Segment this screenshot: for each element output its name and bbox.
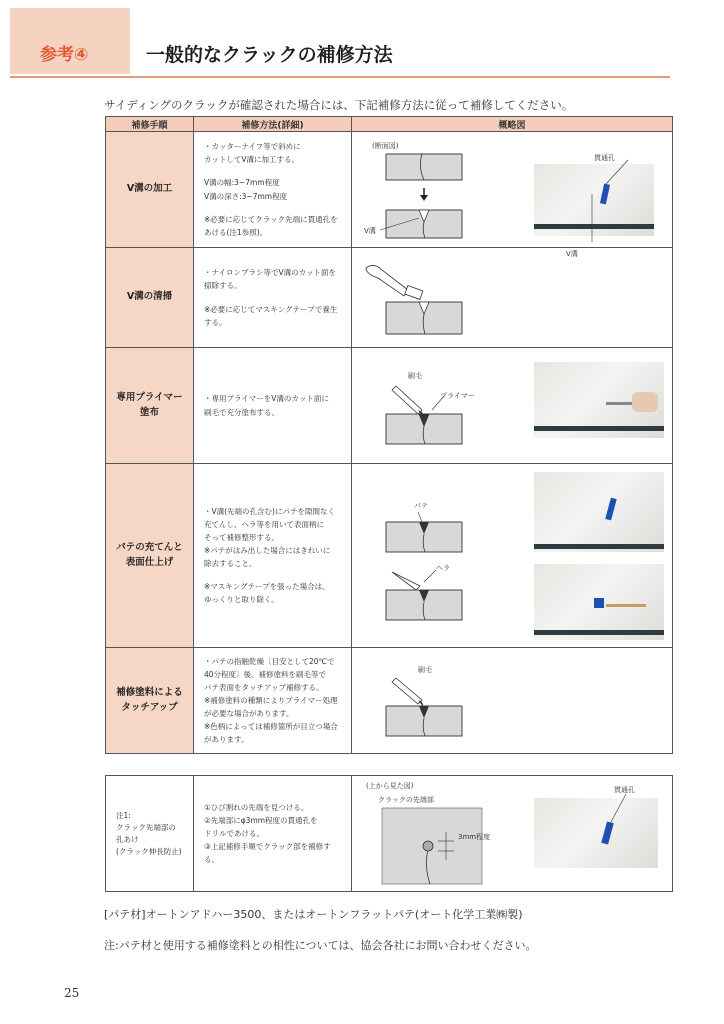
method-line: ・専用プライマーをV溝のカット面に (204, 394, 329, 404)
vgroove-photo-label: V溝 (566, 250, 578, 258)
table-row (106, 248, 673, 348)
compatibility-note: 注:パテ材と使用する補修塗料との相性については、協会各社にお問い合わせください。 (104, 939, 537, 952)
brush-label: 刷毛 (408, 372, 422, 380)
diagram-cell (352, 132, 673, 258)
putty-material-note: [パテ材]オートンアドハー3500、またはオートンフラットパテ(オート化学工業㈱製) (104, 908, 523, 921)
method-line: ※色柄によっては補修箇所が目立つ場合 (204, 722, 338, 732)
method-line: ・パテの指触乾燥〔目安として20℃で (204, 656, 335, 666)
method-line: があります。 (204, 735, 249, 745)
col-header-method: 補修方法(詳細) (194, 117, 352, 132)
method-line: そって補修整形する。 (204, 532, 279, 542)
putty-label: パテ (414, 502, 428, 510)
method-line: ②先端部にφ3mm程度の貫通孔を (204, 815, 318, 825)
putty-photo-2 (534, 564, 664, 640)
topview-label: (上から見た図) (366, 782, 414, 790)
intro-text: サイディングのクラックが確認された場合には、下記補修方法に従って補修してください。 (104, 98, 574, 112)
step-label: 塗布 (139, 406, 159, 418)
photo-callouts (352, 776, 673, 892)
col-header-diagram: 概略図 (352, 117, 673, 132)
step-label: V溝の加工 (126, 183, 173, 195)
method-cell (194, 464, 352, 648)
table-header-row (106, 117, 673, 132)
step-label: V溝の清掃 (126, 291, 173, 303)
nylon-brush-icon (366, 265, 408, 296)
photo-callouts (352, 132, 673, 258)
method-line: ※必要に応じてマスキングテープで養生 (204, 304, 338, 314)
note-table (105, 775, 673, 892)
diagram-cell (352, 348, 673, 464)
step-label: 補修塗料による (116, 687, 183, 699)
method-line: ※必要に応じてクラック先端に貫通孔を (204, 214, 338, 224)
note-label-line: クラック先端部の (116, 822, 176, 832)
putty-photo-1 (534, 472, 664, 552)
repair-table (105, 116, 673, 754)
page-number: 25 (64, 986, 80, 1000)
section-view-label: (断面図) (372, 142, 399, 150)
method-line: あける(注1参照)。 (204, 227, 268, 237)
method-cell (194, 132, 352, 248)
brush-label: 刷毛 (418, 666, 432, 674)
method-line: ドリルであける。 (204, 828, 264, 838)
step-cell (106, 348, 194, 464)
size-label: 3mm程度 (458, 833, 491, 841)
method-line: ・カッターナイフ等で斜めに (204, 142, 301, 152)
method-line: ※マスキングテープを張った場合は、 (204, 582, 330, 592)
page-title: 一般的なクラックの補修方法 (146, 44, 393, 66)
step-label: パテの充てんと (116, 542, 183, 554)
method-line: ③上記補修手順でクラック部を補修する。 (204, 842, 331, 865)
diagram-cell (352, 648, 673, 754)
brush-icon (392, 678, 422, 704)
method-line: ・V溝(先端の孔含む)にパテを隙間なく (204, 506, 335, 516)
step-cell (106, 648, 194, 754)
header-rule (10, 76, 670, 78)
step-label: 表面仕上げ (125, 556, 174, 568)
step-label: 専用プライマー (116, 392, 183, 404)
method-cell (194, 348, 352, 464)
method-line: 40分程度〕後、補修塗料を刷毛等で (204, 669, 327, 679)
hole-label: 貫通孔 (594, 154, 615, 162)
step-cell (106, 464, 194, 648)
method-line: ※補修塗料の種類によりプライマー処理 (204, 695, 338, 705)
touchup-diagram (352, 648, 673, 754)
method-line: パテ表面をタッチアップ補修する。 (204, 682, 324, 692)
method-line: V溝の幅:3~7mm程度 (204, 178, 280, 188)
table-row (106, 776, 673, 892)
method-cell (194, 648, 352, 754)
method-line: ※パテがはみ出した場合にはきれいに (204, 545, 331, 555)
section-tag: 参考④ (40, 45, 89, 65)
table-row (106, 464, 673, 648)
note-label-line: 注1: (116, 810, 131, 820)
brush-icon (392, 386, 422, 414)
note-label-cell (106, 776, 194, 892)
method-line: カットしてV溝に加工する。 (204, 155, 300, 165)
tip-label: クラックの先端部 (378, 796, 434, 804)
method-line: ①ひび割れの先端を見つける。 (204, 802, 309, 812)
method-line: V溝の深さ:3~7mm程度 (204, 191, 288, 201)
col-header-step: 補修手順 (106, 117, 194, 132)
method-cell (194, 776, 352, 892)
vgroove-label: V溝 (364, 227, 376, 235)
method-line: 刷毛で充分塗布する。 (204, 407, 279, 417)
method-cell (194, 248, 352, 348)
method-line: 掃除する。 (204, 281, 242, 291)
method-line: 充てんし、ヘラ等を用いて表面柄に (204, 519, 324, 529)
step-label: タッチアップ (121, 701, 178, 713)
method-line: ・ナイロンブラシ等でV溝のカット面を (204, 268, 337, 278)
note-label-line: (クラック伸長防止) (116, 846, 182, 856)
table-row (106, 132, 673, 248)
hole-label: 貫通孔 (614, 786, 635, 794)
table-row (106, 348, 673, 464)
spatula-icon (392, 572, 420, 590)
page-header (0, 0, 724, 80)
primer-photo (534, 362, 664, 438)
method-line: ゆっくりと取り除く。 (204, 595, 279, 605)
diagram-cell (352, 248, 673, 348)
method-line: する。 (204, 317, 227, 327)
note-label-line: 孔あけ (116, 834, 139, 844)
method-line: が必要な場合があります。 (204, 709, 294, 719)
cleaning-diagram (352, 248, 673, 348)
step-cell (106, 132, 194, 248)
primer-label: プライマー (440, 392, 475, 400)
diagram-cell (352, 776, 673, 892)
step-cell (106, 248, 194, 348)
table-row (106, 648, 673, 754)
method-line: 除去すること。 (204, 559, 257, 569)
diagram-cell (352, 464, 673, 648)
spatula-label: ヘラ (436, 564, 450, 572)
